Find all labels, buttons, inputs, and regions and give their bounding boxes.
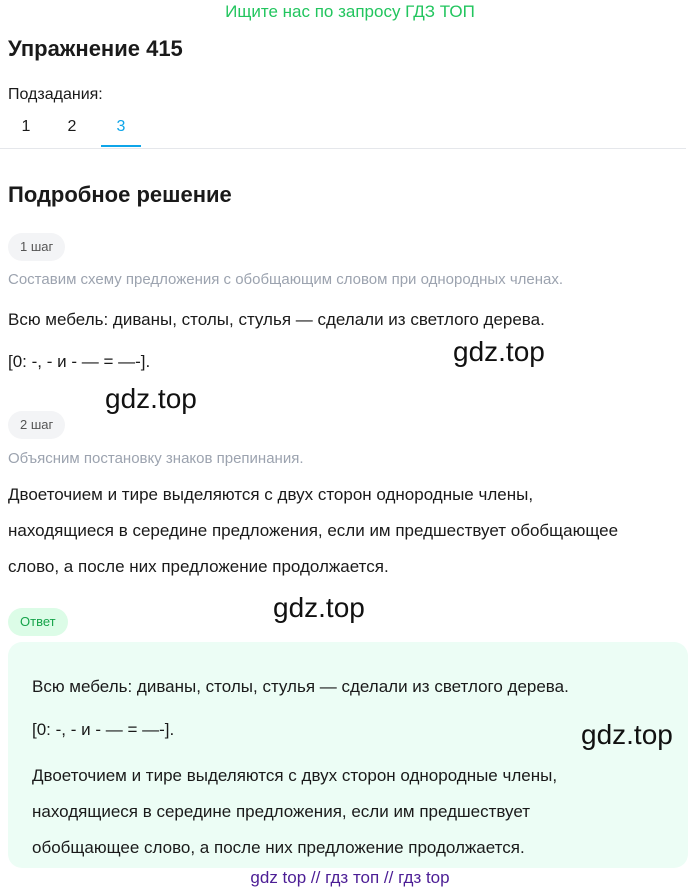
solution-heading: Подробное решение (8, 182, 232, 207)
watermark: gdz.top (453, 336, 545, 367)
page-title: Упражнение 415 (8, 36, 183, 61)
top-banner: Ищите нас по запросу ГДЗ ТОП (225, 2, 475, 21)
answer-line: находящиеся в середине предложения, если им предшествует (32, 802, 531, 821)
tab-subtask-2[interactable]: 2 (67, 118, 77, 135)
step-1-scheme: [0: -, - и - — = —-]. (8, 352, 151, 371)
watermark: gdz.top (105, 383, 197, 414)
watermark: gdz.top (581, 719, 673, 750)
watermark: gdz.top (273, 592, 365, 623)
step-2-line: слово, а после них предложение продолжается. (8, 557, 389, 576)
answer-scheme: [0: -, - и - — = —-]. (32, 720, 175, 739)
answer-line: обобщающее слово, а после них предложение продолжается. (32, 838, 525, 857)
step-1-sentence: Всю мебель: диваны, столы, стулья — сделали из светлого дерева. (8, 310, 545, 329)
answer-box (8, 642, 688, 868)
subtask-tabs (0, 112, 686, 149)
answer-sentence: Всю мебель: диваны, столы, стулья — сделали из светлого дерева. (32, 677, 569, 696)
tab-subtask-3[interactable]: 3 (116, 118, 126, 135)
answer-line: Двоеточием и тире выделяются с двух сторон однородные члены, (32, 766, 558, 785)
subtasks-label: Подзадания: (8, 86, 103, 103)
step-2-line: Двоеточием и тире выделяются с двух сторон однородные члены, (8, 485, 534, 504)
step-2-line: находящиеся в середине предложения, если им предшествует обобщающее (8, 521, 619, 540)
tab-subtask-1[interactable]: 1 (21, 118, 31, 135)
step-2-badge: 2 шаг (8, 411, 65, 439)
step-2-hint: Объясним постановку знаков препинания. (8, 450, 304, 467)
answer-badge: Ответ (8, 608, 68, 636)
step-1-badge: 1 шаг (8, 233, 65, 261)
footer-links: gdz top // гдз топ // гдз top (250, 868, 450, 887)
active-tab-indicator (101, 145, 141, 147)
step-1-hint: Составим схему предложения с обобщающим словом при однородных членах. (8, 271, 564, 288)
